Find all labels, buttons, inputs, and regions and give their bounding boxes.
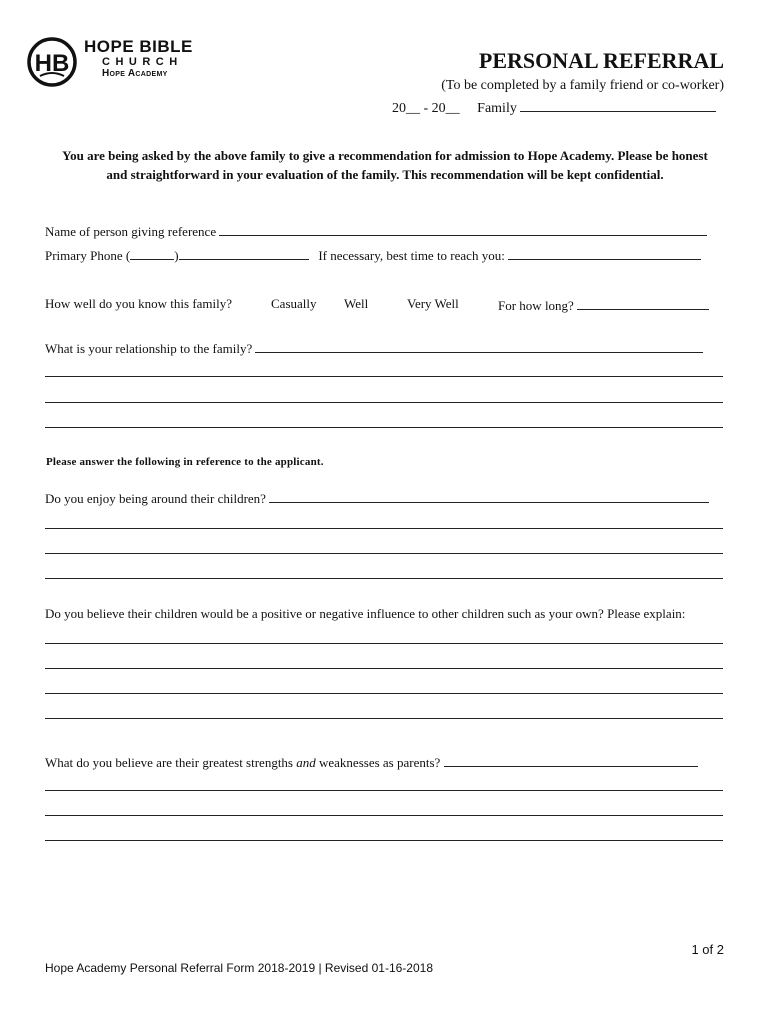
- question-2-answer-line[interactable]: [45, 643, 723, 644]
- phone-label: Primary Phone (: [45, 248, 131, 263]
- phone-row: [45, 246, 701, 264]
- relationship-answer-line[interactable]: [45, 402, 723, 403]
- question-3-answer-line[interactable]: [45, 840, 723, 841]
- instructions-paragraph: You are being asked by the above family to give a recommendation for admission to Hope Academy. Please be honest and straightforward in your evaluation of the family. This recommendation will be kept confidential.: [62, 148, 708, 182]
- question-3-answer-line[interactable]: [45, 815, 723, 816]
- page-footer: Hope Academy Personal Referral Form 2018-2019 | Revised 01-16-2018: [45, 961, 433, 975]
- how-long-label: For how long?: [498, 298, 574, 313]
- church-logo: [26, 36, 201, 88]
- question-3-field[interactable]: [444, 753, 698, 767]
- logo-academy-name: Hope Academy: [102, 68, 168, 79]
- question-2-answer-line[interactable]: [45, 718, 723, 719]
- logo-church-word: CHURCH: [102, 56, 183, 68]
- option-very-well[interactable]: Very Well: [407, 296, 459, 311]
- area-code-field[interactable]: [130, 246, 174, 260]
- question-3-row: [45, 753, 698, 771]
- relationship-label: What is your relationship to the family?: [45, 341, 253, 356]
- question-2-answer-line[interactable]: [45, 693, 723, 694]
- question-1-row: [45, 489, 709, 507]
- question-1-field[interactable]: [269, 489, 709, 503]
- option-casually[interactable]: Casually: [271, 296, 317, 311]
- best-time-field[interactable]: [508, 246, 701, 260]
- relationship-field[interactable]: [255, 339, 703, 353]
- relationship-answer-line[interactable]: [45, 427, 723, 428]
- how-long-field[interactable]: [577, 296, 709, 310]
- question-3-text-end: weaknesses as parents?: [315, 755, 441, 770]
- question-3-answer-line[interactable]: [45, 790, 723, 791]
- best-time-label: If necessary, best time to reach you:: [318, 248, 505, 263]
- phone-number-field[interactable]: [179, 246, 309, 260]
- page-title: PERSONAL REFERRAL: [478, 48, 724, 73]
- reference-name-row: [45, 222, 707, 240]
- page-number: 1 of 2: [691, 942, 724, 957]
- question-1-answer-line[interactable]: [45, 553, 723, 554]
- relationship-answer-line[interactable]: [45, 376, 723, 377]
- option-well[interactable]: Well: [344, 296, 369, 311]
- how-long-row: [498, 296, 709, 314]
- how-well-label: How well do you know this family?: [45, 296, 233, 311]
- question-3-text-start: What do you believe are their greatest strengths: [45, 755, 297, 770]
- question-1-answer-line[interactable]: [45, 578, 723, 579]
- school-year-field[interactable]: 20__ - 20__: [392, 101, 460, 116]
- hb-monogram-icon: [26, 36, 80, 88]
- reference-name-label: Name of person giving reference: [45, 224, 217, 239]
- question-3-label: [45, 755, 440, 770]
- family-field[interactable]: [520, 98, 716, 112]
- svg-text:HB: HB: [34, 50, 70, 77]
- question-1-label: Do you enjoy being around their children?: [45, 491, 266, 506]
- logo-church-name: HOPE BIBLE: [84, 37, 193, 56]
- question-1-answer-line[interactable]: [45, 528, 723, 529]
- school-year-family-line: [392, 98, 716, 117]
- relationship-row: [45, 339, 703, 357]
- question-3-emphasis: and: [296, 755, 316, 770]
- question-2-label: Do you believe their children would be a positive or negative influence to other children such as your own? Please explain:: [45, 606, 686, 621]
- question-2-answer-line[interactable]: [45, 668, 723, 669]
- section-heading: Please answer the following in reference to the applicant.: [46, 456, 324, 468]
- page-subtitle: (To be completed by a family friend or co-worker): [441, 78, 724, 93]
- family-label: Family: [477, 101, 517, 116]
- reference-name-field[interactable]: [219, 222, 707, 236]
- phone-close-paren: ): [174, 248, 179, 263]
